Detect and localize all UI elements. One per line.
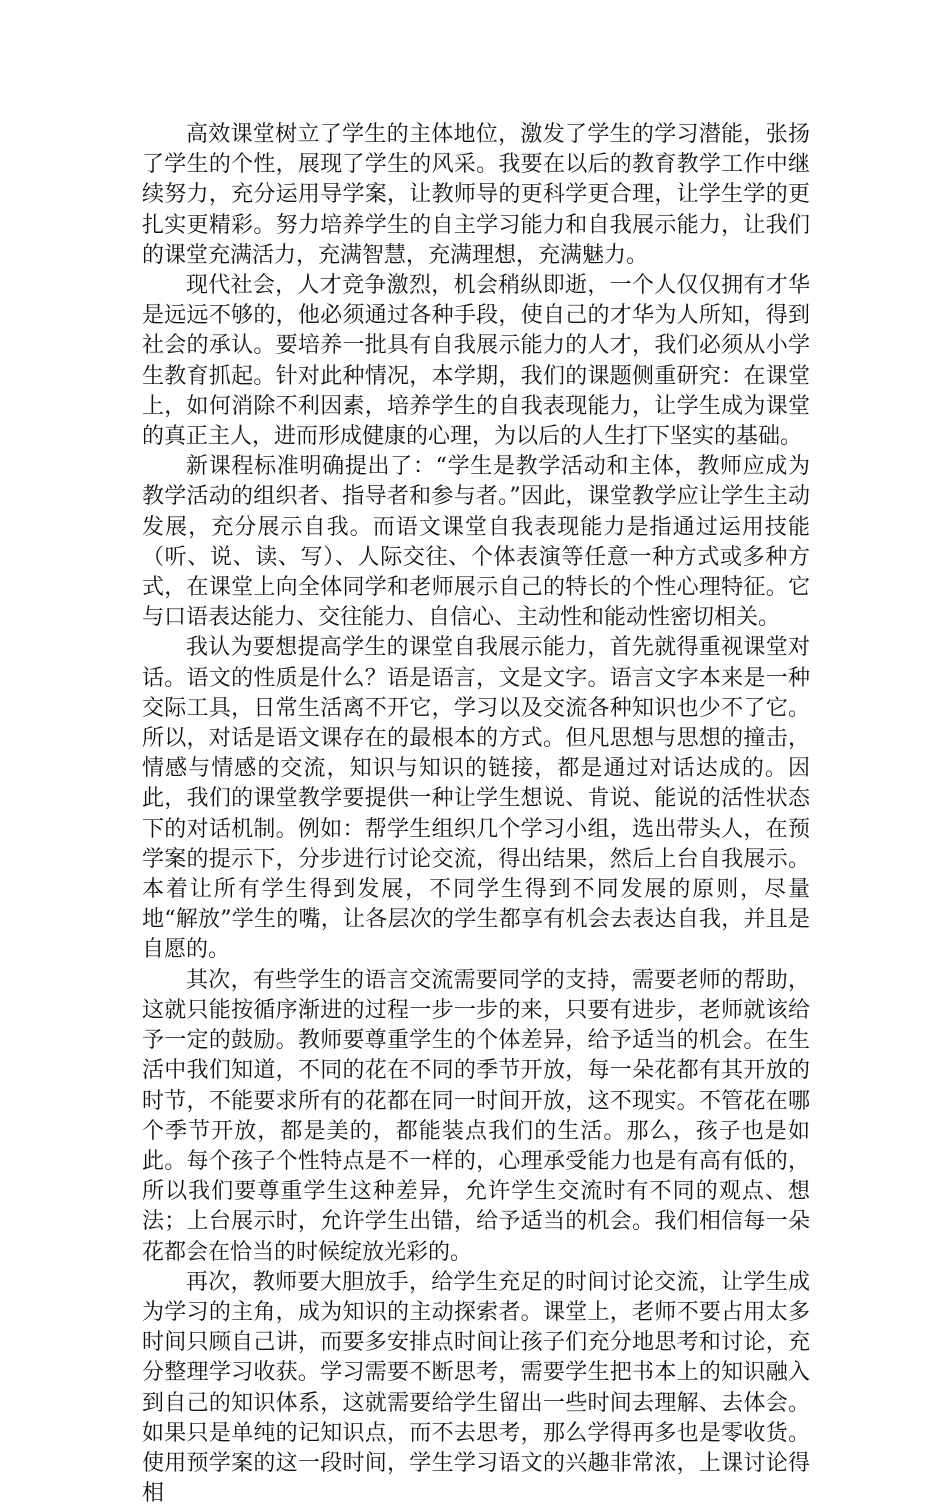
paragraph-4: 我认为要想提高学生的课堂自我展示能力，首先就得重视课堂对话。语文的性质是什么？语是语言，文是文字。语言文字本来是一种交际工具，日常生活离不开它，学习以及交流各种知识也少不了它。所以，对话是语文课存在的最根本的方式。但凡思想与思想的撞击，情感与情感的交流，知识与知识的链接，都是通过对话达成的。因此，我们的课堂教学要提供一种让学生想说、肯说、能说的活性状态下的对话机制。例如：帮学生组织几个学习小组，选出带头人，在预学案的提示下，分步进行讨论交流，得出结果，然后上台自我展示。本着让所有学生得到发展，不同学生得到不同发展的原则，尽量地“解放”学生的嘴，让各层次的学生都享有机会去表达自我，并且是自愿的。 xyxy=(142,635,810,963)
document-body xyxy=(142,120,810,1509)
paragraph-3: 新课程标准明确提出了：“学生是教学活动和主体，教师应成为教学活动的组织者、指导者和参与者。”因此，课堂教学应让学生主动发展，充分展示自我。而语文课堂自我表现能力是指通过运用技能（听、说、读、写）、人际交往、个体表演等任意一种方式或多种方式，在课堂上向全体同学和老师展示自己的特长的个性心理特征。它与口语表达能力、交往能力、自信心、主动性和能动性密切相关。 xyxy=(142,454,810,631)
paragraph-6: 再次，教师要大胆放手，给学生充足的时间讨论交流，让学生成为学习的主角，成为知识的主动探索者。课堂上，老师不要占用太多时间只顾自己讲，而要多安排点时间让孩子们充分地思考和讨论，充分整理学习收获。学习需要不断思考，需要学生把书本上的知识融入到自己的知识体系，这就需要给学生留出一些时间去理解、去体会。如果只是单纯的记知识点，而不去思考，那么学得再多也是零收货。使用预学案的这一段时间，学生学习语文的兴趣非常浓，上课讨论得相 xyxy=(142,1269,810,1507)
paragraph-2: 现代社会，人才竞争激烈，机会稍纵即逝，一个人仅仅拥有才华是远远不够的，他必须通过各种手段，使自己的才华为人所知，得到社会的承认。要培养一批具有自我展示能力的人才，我们必须从小学生教育抓起。针对此种情况，本学期，我们的课题侧重研究：在课堂上，如何消除不利因素，培养学生的自我表现能力，让学生成为课堂的真正主人，进而形成健康的心理，为以后的人生打下坚实的基础。 xyxy=(142,273,810,450)
paragraph-5: 其次，有些学生的语言交流需要同学的支持，需要老师的帮助，这就只能按循序渐进的过程一步一步的来，只要有进步，老师就该给予一定的鼓励。教师要尊重学生的个体差异，给予适当的机会。在生活中我们知道，不同的花在不同的季节开放，每一朵花都有其开放的时节，不能要求所有的花都在同一时间开放，这不现实。不管花在哪个季节开放，都是美的，都能装点我们的生活。那么，孩子也是如此。每个孩子个性特点是不一样的，心理承受能力也是有高有低的，所以我们要尊重学生这种差异，允许学生交流时有不同的观点、想法；上台展示时，允许学生出错，给予适当的机会。我们相信每一朵花都会在恰当的时候绽放光彩的。 xyxy=(142,967,810,1265)
paragraph-1: 高效课堂树立了学生的主体地位，激发了学生的学习潜能，张扬了学生的个性，展现了学生的风采。我要在以后的教育教学工作中继续努力，充分运用导学案，让教师导的更科学更合理，让学生学的更扎实更精彩。努力培养学生的自主学习能力和自我展示能力，让我们的课堂充满活力，充满智慧，充满理想，充满魅力。 xyxy=(142,122,810,268)
